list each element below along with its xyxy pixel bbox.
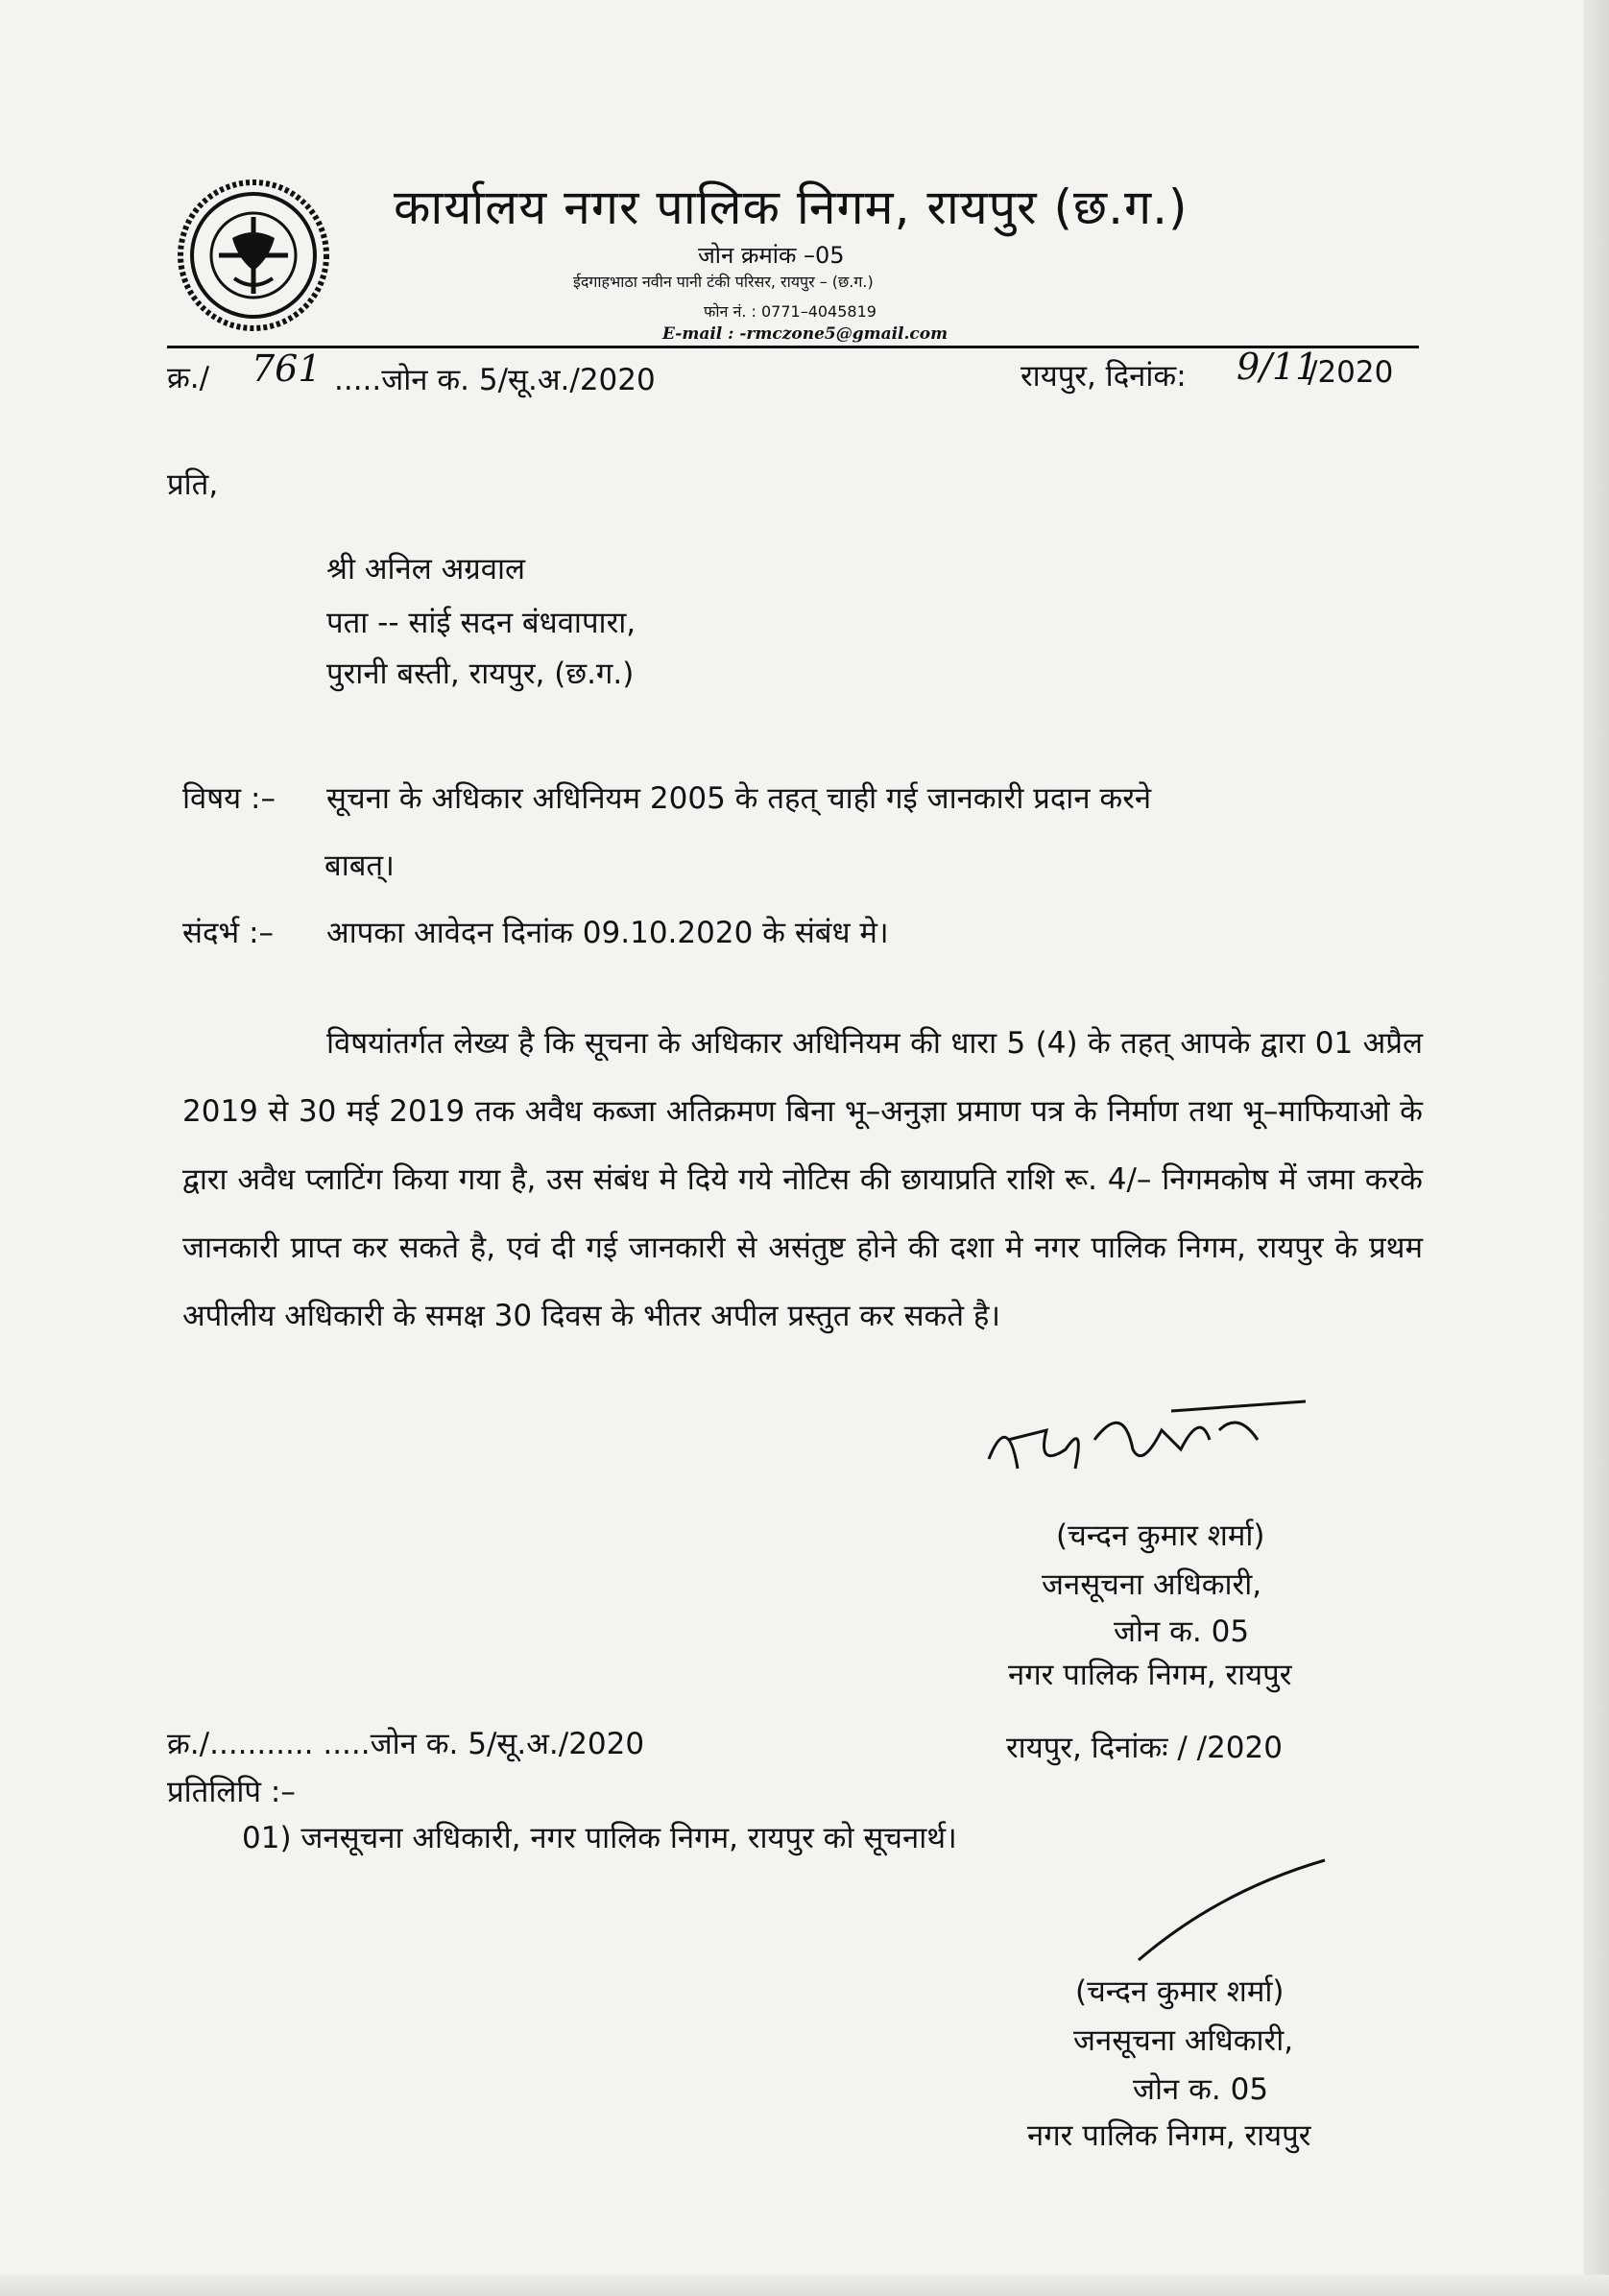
municipal-seal-logo <box>177 179 330 332</box>
reference-text: आपका आवेदन दिनांक 09.10.2020 के संबंध मे। <box>326 916 889 950</box>
signature-scribble-1 <box>979 1382 1325 1488</box>
subject-text: सूचना के अधिकार अधिनियम 2005 के तहत् चाही गई जानकारी प्रदान करने <box>326 781 1152 816</box>
ref-date-handwritten: 9/11 <box>1237 346 1319 388</box>
recipient-name: श्री अनिल अग्रवाल <box>326 552 526 586</box>
ref-number-handwritten: 761 <box>252 347 322 390</box>
subject-label: विषय :– <box>182 781 276 816</box>
body-text: विषयांतर्गत लेख्य है कि सूचना के अधिकार अधिनियम की धारा 5 (4) के तहत् आपके द्वारा 01 अप्रैल 2019 से 30 मई 2019 तक अवैध कब्जा अतिक्रमण बिना भू–अनुज्ञा प्रमाण पत्र के निर्माण तथा भू–माफियाओ के द्वारा अवैध प्लाटिंग किया गया है, उस संबंध मे दिये गये नोटिस की छायाप्रति राशि रू. 4/– निगमकोष में जमा करके जानकारी प्राप्त कर सकते है, एवं दी गई जानकारी से असंतुष्ट होने की दशा मे नगर पालिक निगम, रायपुर के प्रथम अपीलीय अधिकारी के समक्ष 30 दिवस के भीतर अपील प्रस्तुत कर सकते है। <box>182 1026 1423 1333</box>
to-label: प्रति, <box>167 467 219 502</box>
subject-text-cont: बाबत्। <box>324 849 395 883</box>
page-edge-right <box>1584 0 1609 2296</box>
copy-label: प्रतिलिपि :– <box>167 1775 296 1809</box>
signatory2-org: नगर पालिक निगम, रायपुर <box>1027 2118 1311 2153</box>
copy-place-date: रायपुर, दिनांकः / /2020 <box>1006 1731 1283 1765</box>
signatory2-designation: जनसूचना अधिकारी, <box>1073 2023 1294 2058</box>
signatory2-zone: जोन क. 05 <box>1133 2072 1269 2107</box>
signatory1-designation: जनसूचना अधिकारी, <box>1042 1567 1262 1602</box>
office-phone: फोन नं. : 0771–4045819 <box>704 302 877 321</box>
body-paragraph <box>182 1010 1423 1351</box>
zone-number: जोन क्रमांक –05 <box>698 242 845 269</box>
header-rule <box>167 346 1419 348</box>
ref-year: /2020 <box>1308 355 1394 390</box>
signature-scribble-2 <box>1133 1853 1344 1968</box>
ref-zone: .....जोन क. 5/सू.अ./2020 <box>334 363 656 397</box>
signatory1-org: नगर पालिक निगम, रायपुर <box>1008 1658 1292 1692</box>
signatory1-name: (चन्दन कुमार शर्मा) <box>1056 1519 1265 1553</box>
office-title: कार्यालय नगर पालिक निगम, रायपुर (छ.ग.) <box>394 179 1189 235</box>
copy-item-1: 01) जनसूचना अधिकारी, नगर पालिक निगम, रायपुर को सूचनार्थ। <box>242 1821 957 1855</box>
recipient-address-line2: पुरानी बस्ती, रायपुर, (छ.ग.) <box>326 657 635 691</box>
copy-ref-number: क्र./........... .....जोन क. 5/सू.अ./2020 <box>167 1727 645 1761</box>
ref-place-date-label: रायपुर, दिनांक: <box>1021 359 1187 394</box>
reference-label: संदर्भ :– <box>182 916 275 950</box>
recipient-address-line1: पता -- सांई सदन बंधवापारा, <box>326 606 636 640</box>
signatory1-zone: जोन क. 05 <box>1114 1614 1250 1649</box>
page-edge-bottom <box>0 2275 1609 2296</box>
ref-prefix: क्र./ <box>167 361 210 395</box>
office-email: E-mail : -rmczone5@gmail.com <box>662 324 949 344</box>
signatory2-name: (चन्दन कुमार शर्मा) <box>1075 1974 1285 2009</box>
office-address: ईदगाहभाठा नवीन पानी टंकी परिसर, रायपुर – (छ.ग.) <box>573 273 874 291</box>
